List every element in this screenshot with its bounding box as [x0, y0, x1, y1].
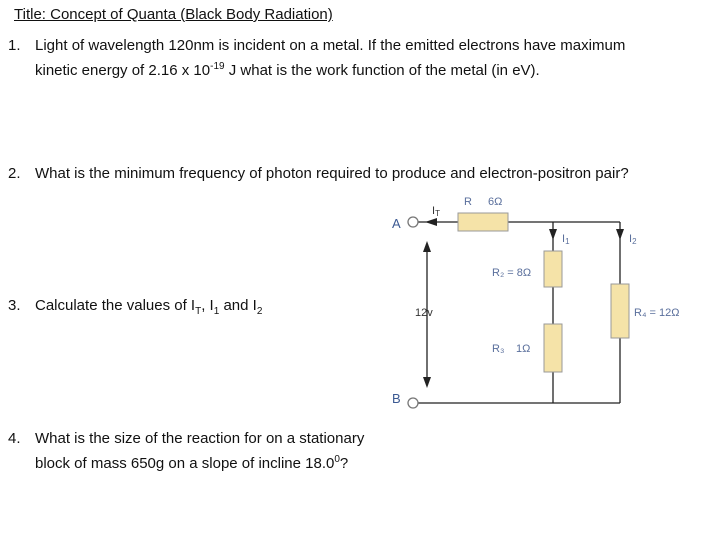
question-number: 2. [8, 165, 21, 182]
question-number: 3. [8, 297, 21, 314]
question-text: block of mass 650g on a slope of incline 18.0 [35, 455, 335, 472]
exponent: 0 [334, 454, 340, 465]
current-1-label: I1 [562, 233, 570, 246]
current-2-label: I2 [629, 233, 637, 246]
terminal-b [408, 398, 418, 408]
arrow-icon [616, 229, 624, 240]
r1-label: R [464, 196, 472, 208]
node-b-label: B [392, 391, 401, 406]
r4-label: R₄ = 12Ω [634, 307, 680, 319]
subscript: 1 [213, 306, 220, 317]
page-title: Title: Concept of Quanta (Black Body Radiation) [14, 6, 333, 23]
resistor-r4 [611, 284, 629, 338]
resistor-r1 [458, 213, 508, 231]
question-text: What is the size of the reaction for on a stationary [35, 430, 365, 447]
subscript: 2 [256, 306, 263, 317]
resistor-r3 [544, 324, 562, 372]
arrow-icon [425, 218, 437, 226]
arrow-icon [423, 377, 431, 388]
r3-value: 1Ω [516, 343, 531, 355]
question-text: and I [219, 297, 257, 314]
arrow-icon [423, 241, 431, 252]
node-a-label: A [392, 216, 401, 231]
current-total-label: IT [432, 205, 440, 218]
r1-value: 6Ω [488, 196, 503, 208]
question-text: ? [339, 455, 349, 472]
question-text: kinetic energy of 2.16 x 10 [35, 62, 211, 79]
arrow-icon [549, 229, 557, 240]
question-text: J what is the work function of the metal (in eV). [224, 62, 540, 79]
r2-label: R₂ = 8Ω [492, 267, 532, 279]
voltage-label: 12v [415, 307, 433, 319]
question-text: Calculate the values of I [35, 297, 196, 314]
question-number: 1. [8, 37, 21, 54]
resistor-r2 [544, 251, 562, 287]
terminal-a [408, 217, 418, 227]
circuit-wires [418, 222, 620, 403]
subscript: T [195, 306, 202, 317]
question-text: Light of wavelength 120nm is incident on a metal. If the emitted electrons have maximum [35, 37, 626, 54]
question-text: What is the minimum frequency of photon required to produce and electron-positron pair? [35, 165, 629, 182]
exponent: -19 [210, 61, 225, 72]
r3-label: R₃ [492, 343, 505, 355]
question-number: 4. [8, 430, 21, 447]
current-arrows [423, 218, 624, 388]
question-text: , I [201, 297, 214, 314]
